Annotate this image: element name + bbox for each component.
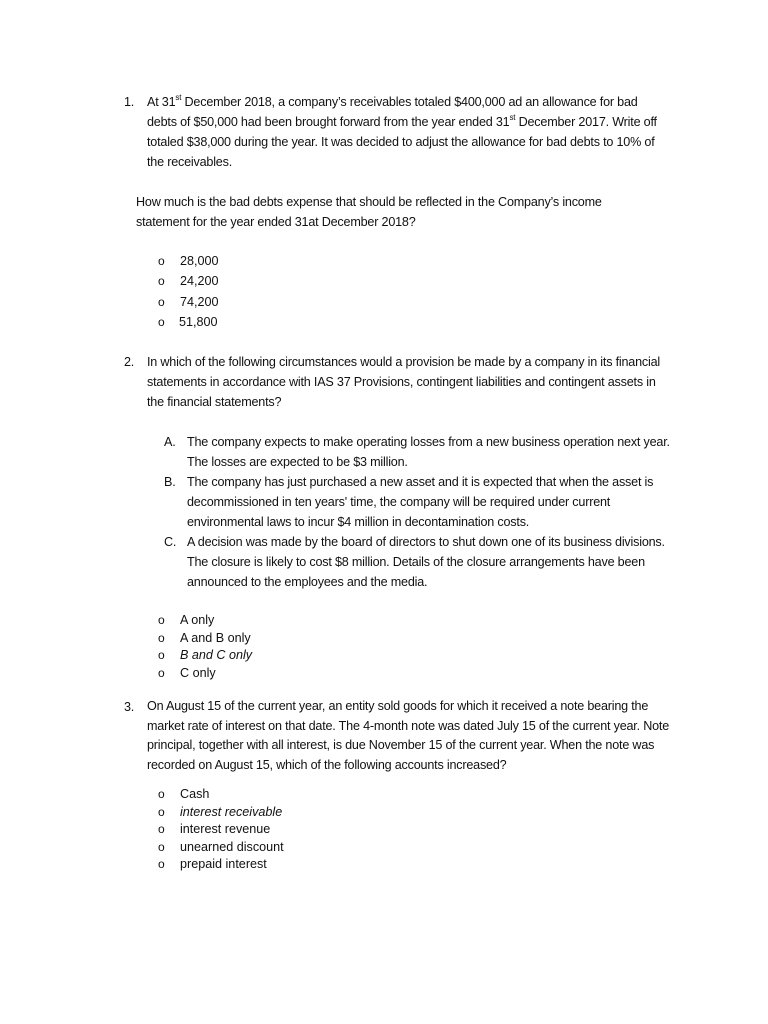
statement-b — [164, 472, 674, 532]
statement-a — [164, 432, 674, 472]
question-1-prompt: How much is the bad debts expense that should be reflected in the Company’s income statement for the year ended 31at December 2018? — [136, 195, 602, 229]
statement-letter: B. — [164, 475, 176, 489]
question-2 — [124, 352, 660, 412]
statement-text: A decision was made by the board of directors to shut down one of its business divisions. The closure is likely to cost $8 million. Details of the closure arrangements have been announced to the employees and the media. — [187, 535, 665, 589]
question-number: 1. — [124, 95, 135, 109]
option-label: B and C only — [180, 648, 253, 663]
question-text-part: At 31 — [147, 95, 176, 109]
statement-letter: C. — [164, 535, 177, 549]
statement-text: The company has just purchased a new asset and it is expected that when the asset is decommissioned in ten years' time, the company will be required under current environmental laws to incur $4 million in decontamination costs. — [187, 475, 654, 529]
statement-c — [164, 532, 674, 592]
option-label: Cash — [180, 787, 210, 801]
question-text: On August 15 of the current year, an entity sold goods for which it received a note bearing the market rate of interest on that date. The 4-month note was dated July 15 of the current year. Note principal, together with all interest, is due November 15 of the current year. When the note was recorded on August 15, which of the following accounts increased? — [147, 699, 670, 772]
question-text: In which of the following circumstances would a provision be made by a company in its financial statements in accordance with IAS 37 Provisions, contingent liabilities and contingent assets in the financial statements? — [147, 355, 661, 409]
option-label: 74,200 — [180, 294, 219, 309]
statement-text: The company expects to make operating losses from a new business operation next year. The losses are expected to be $3 million. — [187, 435, 670, 469]
option-label: 28,000 — [180, 254, 219, 268]
bullet-icon: o — [158, 613, 165, 627]
question-text-part: December 2018, a company’s receivables totaled $400,000 ad an allowance for bad debts of $50,000 had been brought forward from the year ended 31 — [147, 95, 638, 129]
bullet-icon: o — [158, 254, 165, 268]
bullet-icon: o — [158, 294, 165, 309]
question-number: 2. — [124, 355, 135, 369]
bullet-icon: o — [158, 274, 165, 289]
question-1 — [124, 92, 669, 172]
question-text — [147, 92, 669, 172]
question-2-statements — [164, 432, 674, 592]
superscript: st — [175, 92, 182, 102]
option-label: 51,800 — [179, 314, 218, 329]
option-label: C only — [180, 665, 216, 680]
bullet-icon: o — [158, 665, 165, 680]
question-3 — [124, 697, 684, 775]
bullet-icon: o — [158, 648, 165, 663]
bullet-icon: o — [158, 822, 165, 837]
bullet-icon: o — [158, 787, 165, 801]
option-label: A and B only — [180, 630, 251, 645]
bullet-icon: o — [158, 839, 165, 854]
bullet-icon: o — [158, 804, 165, 819]
bullet-icon: o — [158, 630, 165, 645]
option-label: interest revenue — [180, 822, 271, 837]
option-label: unearned discount — [180, 839, 284, 854]
bullet-icon: o — [158, 857, 165, 872]
option-label: interest receivable — [180, 804, 283, 819]
option-label: 24,200 — [180, 274, 219, 289]
question-number: 3. — [124, 700, 135, 714]
bullet-icon: o — [158, 314, 165, 329]
option-label: prepaid interest — [180, 857, 267, 872]
superscript: st — [509, 112, 516, 122]
statement-letter: A. — [164, 435, 176, 449]
option-label: A only — [180, 613, 215, 627]
question-text-part: December 2017. Write off totaled $38,000 during the year. It was decided to adjust the allowance for bad debts to 10% of the receivables. — [147, 115, 657, 169]
